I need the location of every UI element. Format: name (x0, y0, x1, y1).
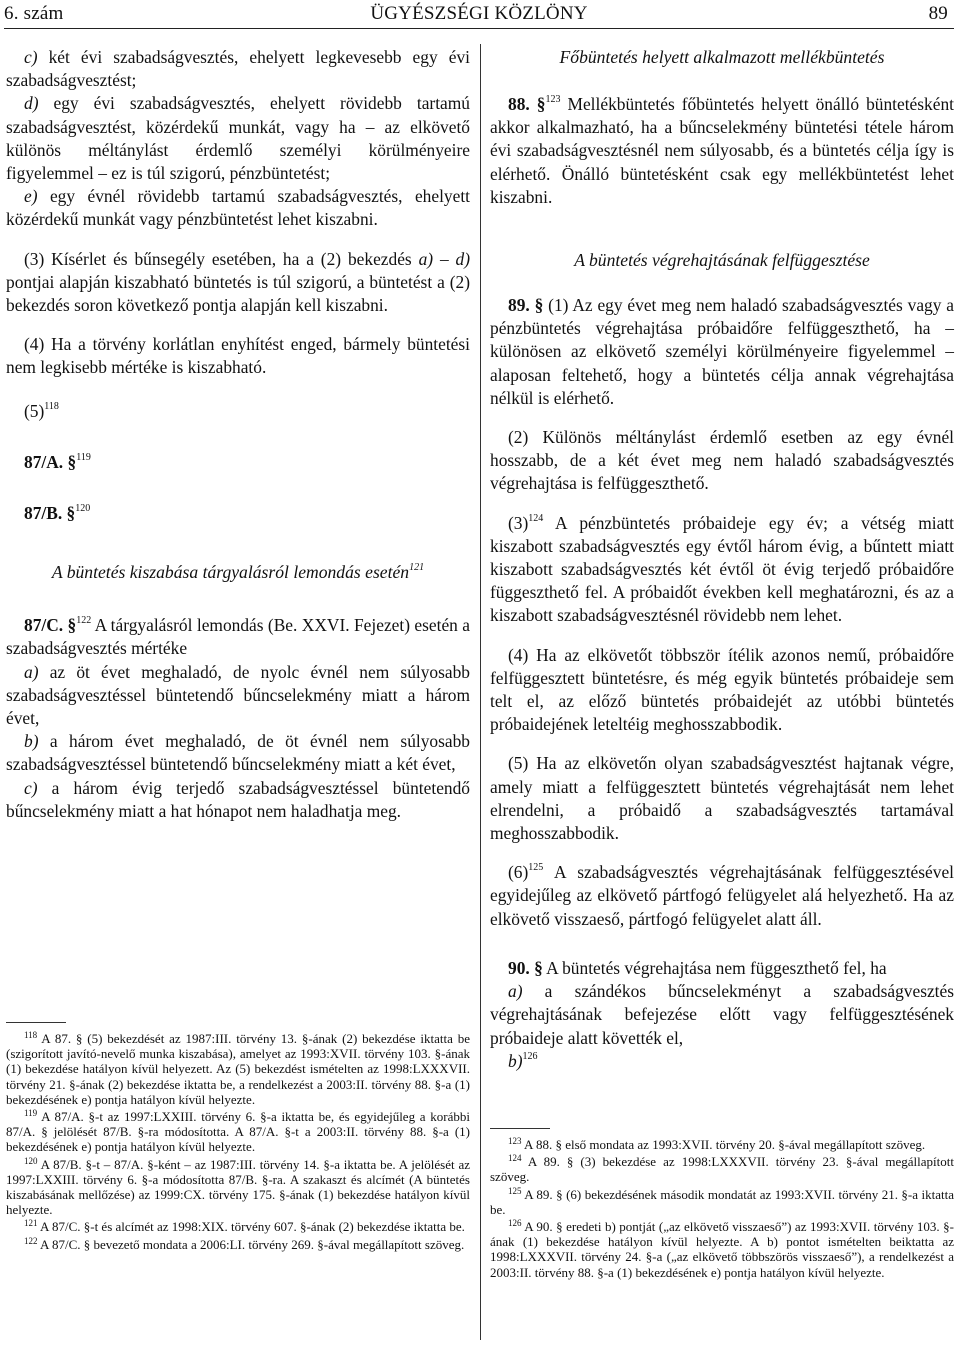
item-text: a szándékos bűncselekményt a szabadságvesztés végrehajtásának befejezése előtt vagy felfüggesztésének próbaideje alatt követték el, (490, 981, 954, 1048)
section-heading: Főbüntetés helyett alkalmazott mellékbüntetés (559, 47, 885, 67)
paragraph-5: (5) Ha az elkövetőn olyan szabadságvesztést hajtanak végre, amely miatt a felfüggesztett büntetés végrehajtását nem lehet elrendelni, a próbaidő a szabadságvesztés tartamával meghosszabbodik. (490, 753, 954, 844)
footnote-rule (6, 1022, 66, 1023)
footnotes-right (490, 1128, 954, 1282)
item-text: egy évi szabadságvesztés, ehelyett rövidebb tartamú szabadságvesztést, közérdekű munkát, vagy ha – az elkövető különös méltánylást érdemlő személyi körülményeire figyelemmel – ez is túl szigorú, pénzbüntetést; (6, 93, 470, 184)
footnote-124 (490, 1154, 954, 1184)
item-b (490, 1050, 954, 1073)
page-header (4, 2, 954, 29)
section-87c (6, 614, 470, 660)
item-c (6, 777, 470, 823)
paragraph-text: A szabadságvesztés végrehajtásának felfüggesztésével egyidejűleg az elkövető pártfogó felügyelet alá helyezhető. Ha az elkövető visszaeső, pártfogó felügyelet alatt áll. (490, 862, 954, 929)
footnote-rule (490, 1128, 550, 1129)
paragraph-3 (6, 248, 470, 318)
item-d (6, 92, 470, 185)
footnote-text: A 87/C. § bevezető mondata a 2006:LI. törvény 269. §-ával megállapított szöveg. (37, 1236, 465, 1252)
section-text: A tárgyalásról lemondás (Be. XXVI. Fejezet) esetén a szabadságvesztés mértéke (6, 615, 470, 659)
footnote-text: A 90. § eredeti b) pontját („az elkövető visszaeső”) az 1993:XVII. törvény 103. §-ának (1) bekezdése hatályon kívül helyezte. A b) pontot ismételten beiktatta az 1998:LXXXVII. törvény 24. §-a („az elkövető többszörös visszaeső”), a rendelkezést a 2003:II. törvény 88. §-a (1) bekezdésének e) pontja hatályon kívül helyezte. (490, 1219, 954, 1280)
section-text: A büntetés végrehajtása nem függeszthető fel, ha (542, 957, 887, 978)
section-number: 87/B. § (24, 503, 76, 524)
footnote-121 (6, 1219, 470, 1234)
item-text: egy évnél rövidebb tartamú szabadságvesztés, ehelyett közérdekű munkát vagy pénzbüntetést lehet kiszabni. (6, 186, 470, 230)
footnote-120 (6, 1157, 470, 1218)
footnote-ref: 126 (522, 1050, 538, 1062)
footnote-number: 122 (24, 1235, 38, 1246)
footnote-ref: 122 (76, 615, 92, 627)
section-90 (490, 957, 954, 980)
item-c (6, 46, 470, 92)
item-text: a három évet meghaladó, de öt évnél nem súlyosabb szabadságvesztéssel büntetendő bűncselekmény miatt a két évet, (6, 731, 470, 775)
footnote-123 (490, 1137, 954, 1152)
section-heading (6, 561, 470, 584)
section-89 (490, 294, 954, 410)
footnote-number: 120 (24, 1155, 38, 1166)
issue-number: 6. szám (4, 3, 64, 24)
section-87a (6, 451, 470, 474)
section-87b (6, 502, 470, 525)
footnote-text: A 87/B. §-t – 87/A. §-ként – az 1987:III. törvény 14. §-a iktatta be. A jelölését az 1997:LXXIII. törvény 6. §-a módosította 87/B. §-ra. A szakaszt és alcímét (A büntetés kiszabásának mellőzése) az 1999:CX. törvény 175. §-ának (1) bekezdése hatályon kívül helyezte. (6, 1156, 470, 1218)
paragraph-ref: a) – d) (418, 248, 470, 269)
paragraph-3 (490, 512, 954, 628)
paragraph-text: (3) Kísérlet és bűnsegély esetében, ha a (2) bekezdés (24, 248, 419, 269)
item-b (6, 730, 470, 776)
item-text: az öt évet meghaladó, de nyolc évnél nem súlyosabb szabadságvesztéssel büntetendő bűncselekmény miatt a három évet, (6, 661, 470, 729)
item-label: b) (24, 731, 39, 752)
paragraph-text: pontjai alapján kiszabható büntetés is túl szigorú, a büntetést a (2) bekezdés soron következő pontja alapján kell kiszabni. (6, 271, 470, 316)
section-number: 89. § (508, 295, 544, 316)
footnote-number: 124 (508, 1153, 522, 1164)
section-number: 87/A. § (24, 451, 77, 472)
footnote-125 (490, 1187, 954, 1217)
paragraph-number: (3) (508, 512, 529, 533)
left-column (6, 46, 470, 823)
footnote-126 (490, 1219, 954, 1280)
item-label: a) (24, 661, 39, 682)
footnote-ref: 120 (75, 503, 91, 515)
right-column (490, 46, 954, 1073)
item-a (6, 661, 470, 731)
footnote-text: A 88. § első mondata az 1993:XVII. törvény 20. §-ával megállapított szöveg. (521, 1137, 926, 1152)
footnote-text: A 87/C. §-t és alcímét az 1998:XIX. törvény 607. §-ának (2) bekezdése iktatta be. (37, 1219, 465, 1235)
footnote-ref: 119 (76, 451, 91, 463)
footnote-number: 118 (24, 1030, 38, 1040)
heading-text: A büntetés kiszabása tárgyalásról lemondás esetén (51, 562, 410, 583)
footnote-number: 126 (508, 1218, 522, 1229)
section-number: 87/C. § (24, 615, 77, 636)
footnote-text: A 87/A. §-t az 1997:LXXIII. törvény 6. §-a iktatta be, és egyidejűleg a korábbi 87/A. § jelölését 87/B. §-ra módosította. A 87/A. §-t a 2003:II. törvény 88. §-a (1) bekezdésének e) pontja hatályon kívül helyezte. (6, 1109, 470, 1155)
section-number: 90. § (508, 957, 543, 978)
footnote-ref: 125 (528, 862, 544, 874)
item-text: a három évig terjedő szabadságvesztéssel büntetendő bűncselekmény miatt a hat hónapot nem haladhatja meg. (6, 777, 470, 821)
journal-title: ÜGYÉSZSÉGI KÖZLÖNY (370, 3, 588, 24)
section-heading: A büntetés végrehajtásának felfüggesztése (574, 250, 870, 271)
section-88 (490, 93, 954, 209)
paragraph-4: (4) Ha a törvény korlátlan enyhítést enged, bármely büntetési nem legkisebb mértéke is kiszabható. (6, 334, 470, 378)
section-number: 88. § (508, 94, 546, 114)
item-label: c) (24, 777, 38, 798)
paragraph-number: (5) (24, 400, 45, 421)
footnote-ref: 121 (409, 562, 425, 574)
section-text: Mellékbüntetés főbüntetés helyett önálló büntetésként akkor alkalmazható, ha a bűncselekmény büntetési tétele három évi szabadságvesztésnél nem súlyosabb, és a büntetés célja így is elérhető. Önálló büntetésként csak egy mellékbüntetést lehet kiszabni. (490, 94, 954, 207)
paragraph-4: (4) Ha az elkövetőt többször ítélik azonos nemű, próbaidőre felfüggesztett büntetésre, és még egyik büntetés próbaideje sem telt el, az előző büntetés próbaidejét az utóbbi büntetés próbaidejének leteltéig meghosszabbodik. (490, 644, 954, 735)
item-label: c) (24, 47, 38, 67)
footnote-119 (6, 1109, 470, 1155)
item-a (490, 980, 954, 1050)
item-label: b) (508, 1050, 523, 1071)
paragraph-5 (6, 400, 470, 423)
column-divider (480, 44, 481, 1340)
footnote-text: A 89. § (3) bekezdése az 1998:LXXXVII. törvény 23. §-ával megállapított szöveg. (490, 1154, 954, 1185)
footnote-number: 125 (508, 1185, 522, 1196)
footnote-text: A 89. § (6) bekezdésének második mondatát az 1993:XVII. törvény 21. §-a iktatta be. (490, 1186, 954, 1217)
item-label: d) (24, 93, 39, 114)
item-label: e) (24, 186, 38, 207)
footnote-122 (6, 1237, 470, 1252)
footnote-118 (6, 1031, 470, 1107)
item-label: a) (508, 981, 523, 1002)
footnotes-left (6, 1022, 470, 1254)
page-number: 89 (928, 3, 948, 24)
paragraph-2: (2) Különös méltánylást érdemlő esetben az egy évnél hosszabb, de a két évet meg nem haladó szabadságvesztés végrehajtása is felfüggeszthető. (490, 427, 954, 494)
footnote-ref: 118 (44, 400, 59, 412)
paragraph-text: A pénzbüntetés próbaideje egy év; a vétség miatt kiszabott szabadságvesztés egy évtől három évig, a bűntett miatt kiszabott szabadságvesztés két évtől öt évig terjedő próbaidőre függeszthető fel. A próbaidőt években kell meghatározni, és az a kiszabott szabadságvesztésnél rövidebb nem lehet. (490, 512, 954, 626)
section-text: (1) Az egy évet meg nem haladó szabadságvesztés vagy a pénzbüntetés végrehajtása próbaidőre felfüggeszthető, ha – különösen az elkövető személyi körülményeire figyelemmel – alaposan feltehető, hogy a büntetés célja annak végrehajtása nélkül is elérhető. (490, 295, 955, 408)
footnote-number: 119 (24, 1108, 38, 1119)
footnote-number: 121 (24, 1218, 38, 1229)
footnote-number: 123 (508, 1136, 522, 1146)
footnote-ref: 124 (528, 512, 544, 524)
paragraph-6 (490, 861, 954, 931)
footnote-text: A 87. § (5) bekezdését az 1987:III. törvény 13. §-ának (2) bekezdése iktatta be (szigorított javító-nevelő munka kiszabása), amelyet az 1993:XVII. törvény 103. §-ának (1) bekezdése hatályon kívül helyezett. Az (5) bekezdést ismételten az 1998:LXXXVII. törvény 21. §-ának (2) bekezdése iktatta be, a rendelkezést a 2003:II. törvény 88. §-a (1) bekezdésének e) pontja hatályon kívül helyezte. (6, 1031, 470, 1107)
item-text: két évi szabadságvesztés, ehelyett legkevesebb egy évi szabadságvesztést; (6, 47, 470, 91)
paragraph-number: (6) (508, 862, 529, 883)
footnote-ref: 123 (545, 94, 561, 105)
item-e (6, 185, 470, 231)
